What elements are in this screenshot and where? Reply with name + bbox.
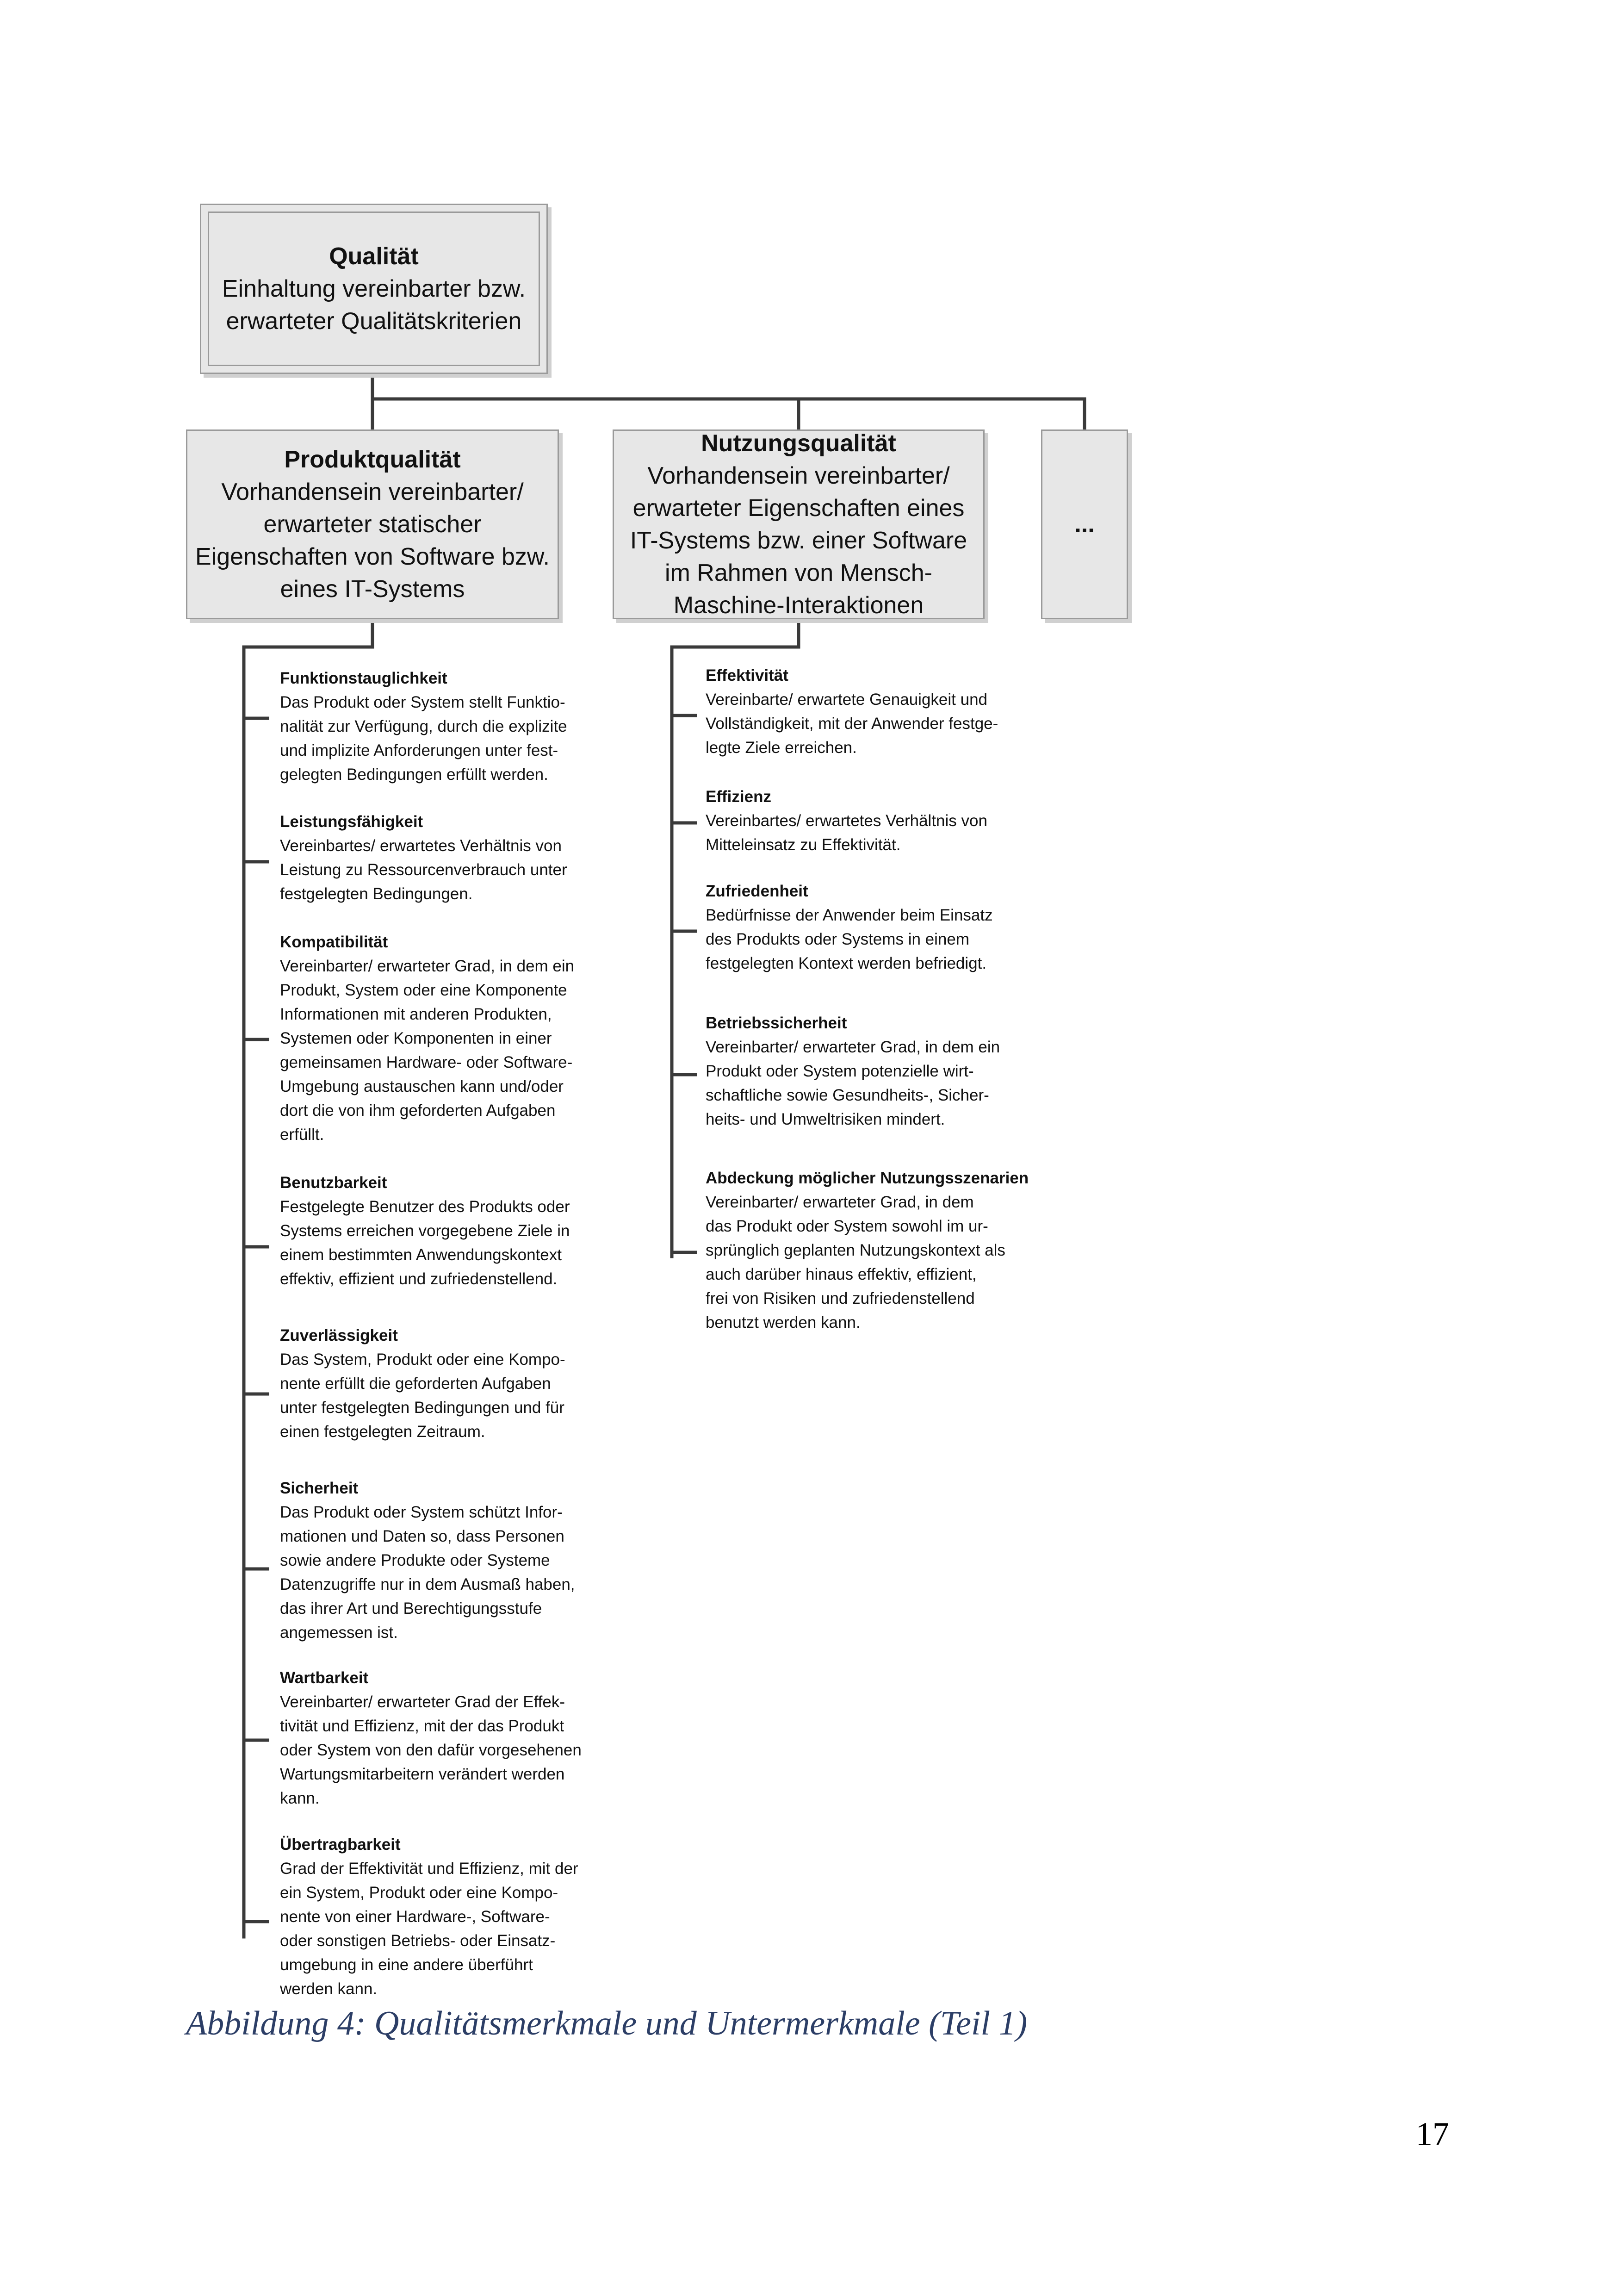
- usage-item-title: Effektivität: [706, 666, 788, 684]
- product-item: [280, 1476, 645, 1645]
- product-item: [280, 1833, 645, 2001]
- product-item-title: Funktionstauglichkeit: [280, 669, 447, 687]
- product-item: [280, 930, 645, 1147]
- usage-item-text: Vereinbarter/ erwarteter Grad, in dem ein Produkt oder System potenzielle wirt- schaftliche sowie Gesundheits-, Sicher- heits- und Umweltrisiken mindert.: [706, 1038, 1000, 1128]
- product-item-text: Das Produkt oder System schützt Infor- mationen und Daten so, dass Personen sowie andere Produkte oder Systeme Datenzugriffe nur in dem Ausmaß haben, das ihrer Art und Berechtigungsstufe angemessen ist.: [280, 1503, 575, 1642]
- product-item-title: Leistungsfähigkeit: [280, 813, 423, 831]
- usage-item-title: Effizienz: [706, 788, 771, 806]
- usage-item-text: Bedürfnisse der Anwender beim Einsatz des Produkts oder Systems in einem festgelegten Kontext werden befriedigt.: [706, 906, 993, 972]
- usage-title: Nutzungsqualität: [701, 430, 896, 457]
- product-item: [280, 810, 645, 906]
- product-item-text: Vereinbartes/ erwartetes Verhältnis von Leistung zu Ressourcenverbrauch unter festgelegten Bedingungen.: [280, 837, 567, 903]
- product-item-text: Grad der Effektivität und Effizienz, mit der ein System, Produkt oder eine Kompo- nente von einer Hardware-, Software- oder sonstigen Betriebs- oder Einsatz- umgebung in eine andere überführt werden kann.: [280, 1860, 578, 1998]
- usage-item: [706, 785, 1071, 857]
- usage-item-title: Zufriedenheit: [706, 882, 808, 900]
- figure-caption: Abbildung 4: Qualitätsmerkmale und Untermerkmale (Teil 1): [186, 2004, 1028, 2042]
- product-item-title: Kompatibilität: [280, 933, 388, 951]
- product-item: [280, 666, 645, 787]
- product-item-text: Vereinbarter/ erwarteter Grad der Effek- tivität und Effizienz, mit der das Produkt oder System von den dafür vorgesehenen Wartungsmitarbeitern verändert werden kann.: [280, 1693, 582, 1807]
- usage-item-text: Vereinbarter/ erwarteter Grad, in dem das Produkt oder System sowohl im ur- sprünglich geplanten Nutzungskontext als auch darüber hinaus effektiv, effizient, frei von Risiken und zufriedenstellend benutzt werden kann.: [706, 1193, 1005, 1332]
- usage-item: [706, 879, 1071, 976]
- product-quality-box: [186, 429, 559, 619]
- product-item-text: Das System, Produkt oder eine Kompo- nente erfüllt die geforderten Aufgaben unter festgelegten Bedingungen und für einen festgelegten Zeitraum.: [280, 1350, 565, 1441]
- product-item-text: Das Produkt oder System stellt Funktio- nalität zur Verfügung, durch die explizite und implizite Anforderungen unter fest- gelegten Bedingungen erfüllt werden.: [280, 693, 567, 784]
- root-quality-box: [200, 204, 548, 374]
- usage-item: [706, 664, 1071, 760]
- product-item-title: Benutzbarkeit: [280, 1174, 387, 1192]
- usage-item-title: Abdeckung möglicher Nutzungsszenarien: [706, 1169, 1029, 1187]
- product-title: Produktqualität: [284, 446, 461, 473]
- product-item-title: Sicherheit: [280, 1479, 359, 1497]
- more-box: [1041, 429, 1128, 619]
- usage-quality-box: [613, 429, 985, 619]
- usage-item-title: Betriebssicherheit: [706, 1014, 847, 1032]
- page-number: 17: [1416, 2116, 1449, 2153]
- usage-item: [706, 1011, 1071, 1132]
- product-item-text: Festgelegte Benutzer des Produkts oder Systems erreichen vorgegebene Ziele in einem bestimmten Anwendungskontext effektiv, effizient und zufriedenstellend.: [280, 1198, 570, 1288]
- usage-item-text: Vereinbartes/ erwartetes Verhältnis von Mitteleinsatz zu Effektivität.: [706, 812, 987, 854]
- product-item: [280, 1171, 645, 1291]
- product-item: [280, 1666, 645, 1811]
- usage-item: [706, 1166, 1071, 1335]
- root-description: Einhaltung vereinbarter bzw. erwarteter Qualitätskriterien: [222, 275, 526, 335]
- product-item-title: Zuverlässigkeit: [280, 1326, 398, 1344]
- product-description: Vorhandensein vereinbarter/ erwarteter statischer Eigenschaften von Software bzw. eines IT-Systems: [195, 479, 550, 603]
- product-item: [280, 1324, 645, 1444]
- usage-item-text: Vereinbarte/ erwartete Genauigkeit und Vollständigkeit, mit der Anwender festge- legte Ziele erreichen.: [706, 691, 998, 757]
- usage-description: Vorhandensein vereinbarter/ erwarteter Eigenschaften eines IT-Systems bzw. einer Software im Rahmen von Mensch- Maschine-Interaktionen: [630, 462, 967, 619]
- root-title: Qualität: [329, 243, 419, 270]
- product-item-title: Wartbarkeit: [280, 1669, 369, 1687]
- more-ellipsis: ...: [1074, 511, 1095, 538]
- product-item-text: Vereinbarter/ erwarteter Grad, in dem ein Produkt, System oder eine Komponente Informationen mit anderen Produkten, Systemen oder Komponenten in einer gemeinsamen Hardware- oder Software- Umgebung austauschen kann und/oder dort die von ihm geforderten Aufgaben erfüllt.: [280, 957, 575, 1144]
- product-item-title: Übertragbarkeit: [280, 1836, 401, 1854]
